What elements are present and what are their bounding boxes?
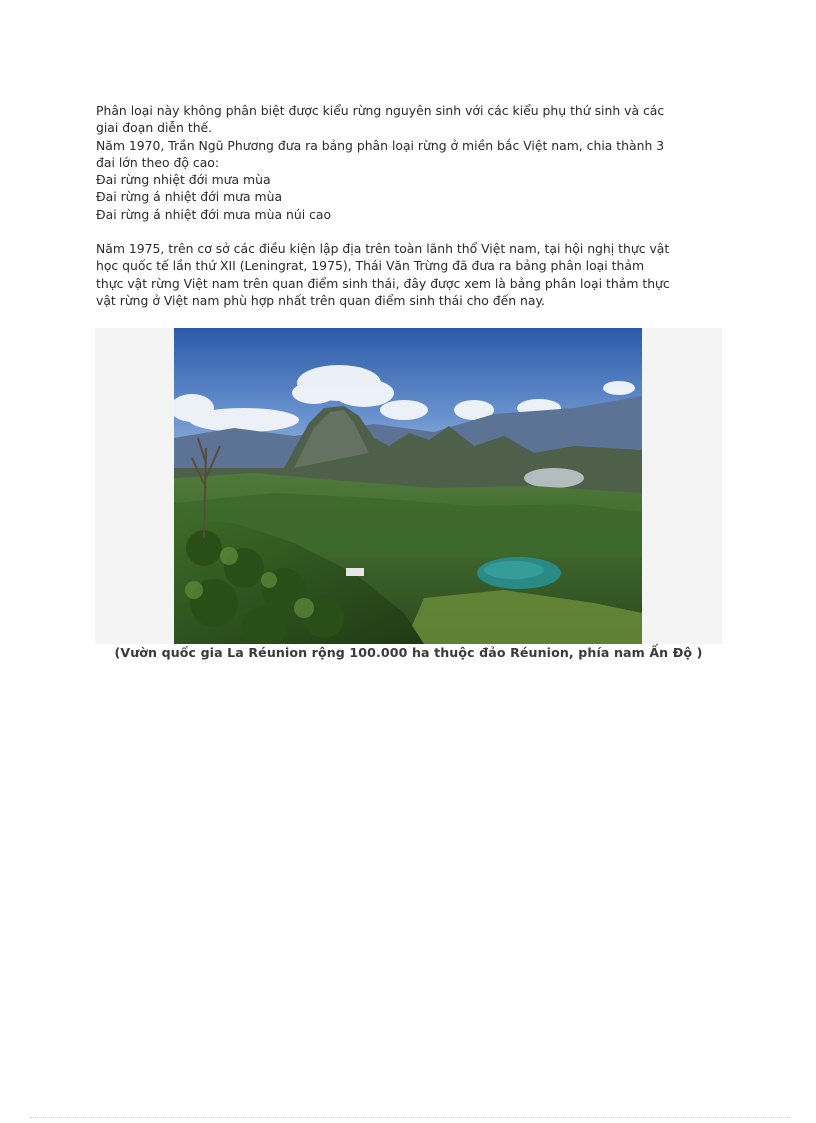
figure-caption: (Vườn quốc gia La Réunion rộng 100.000 ha thuộc đảo Réunion, phía nam Ấn Độ ) (114, 645, 703, 660)
paragraph-3-line-1: Năm 1975, trên cơ sở các điều kiện lập địa trên toàn lãnh thổ Việt nam, tại hội nghị thực vật (96, 241, 670, 257)
list-item: Đai rừng á nhiệt đới mưa mùa núi cao (96, 206, 332, 222)
paragraph-2-line-2: đai lớn theo độ cao: (96, 154, 220, 170)
paragraph-3-line-3: thực vật rừng Việt nam trên quan điểm sinh thái, đây được xem là bảng phân loại thảm thực (96, 275, 670, 291)
paragraph-3-line-2: học quốc tế lần thứ XII (Leningrat, 1975), Thái Văn Trừng đã đưa ra bảng phân loại thảm (96, 258, 645, 274)
landscape-photo (174, 328, 642, 644)
paragraph-gap (96, 223, 721, 240)
figure-frame (95, 328, 722, 644)
body-text (96, 102, 721, 309)
paragraph-3-line-4: vật rừng ở Việt nam phù hợp nhất trên quan điểm sinh thái cho đến nay. (96, 292, 545, 308)
page-bottom-rule (30, 1117, 790, 1118)
paragraph-1-line-2: giai đoạn diễn thế. (96, 120, 213, 136)
list-item: Đai rừng nhiệt đới mưa mùa (96, 172, 271, 188)
list-item: Đai rừng á nhiệt đới mưa mùa (96, 189, 283, 205)
paragraph-2-line-1: Năm 1970, Trần Ngũ Phương đưa ra bảng phân loại rừng ở miền bắc Việt nam, chia thành 3 (96, 137, 665, 153)
paragraph-1-line-1: Phân loại này không phân biệt được kiểu rừng nguyên sinh với các kiểu phụ thứ sinh và các (96, 103, 665, 118)
